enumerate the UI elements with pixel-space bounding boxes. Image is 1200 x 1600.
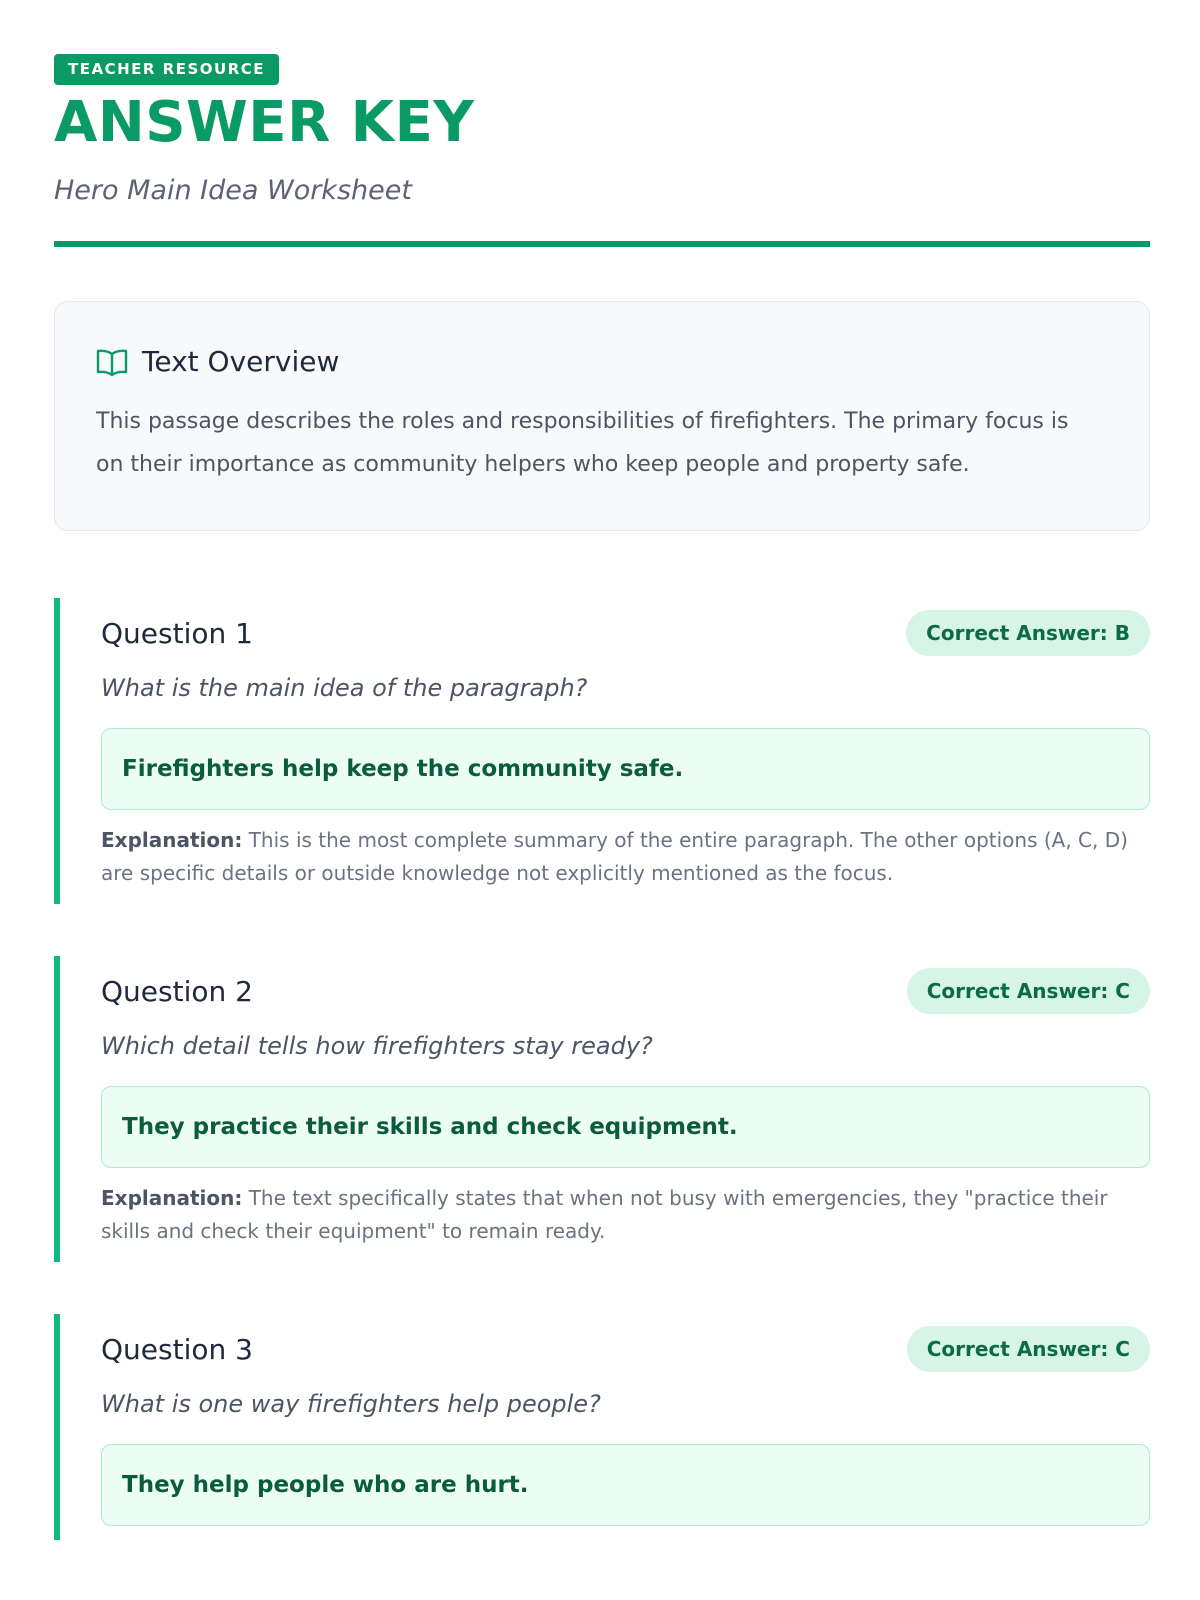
question-title: Question 3 — [101, 1332, 253, 1366]
explanation — [101, 824, 1150, 890]
answer-box: They practice their skills and check equipment. — [101, 1086, 1150, 1168]
page-subtitle: Hero Main Idea Worksheet — [54, 175, 412, 206]
question-prompt: What is one way firefighters help people? — [101, 1390, 601, 1418]
correct-answer-badge: Correct Answer: B — [906, 610, 1150, 656]
question-card-1 — [54, 598, 1150, 904]
question-title: Question 2 — [101, 974, 253, 1008]
header — [54, 0, 1146, 247]
explanation-label: Explanation: — [101, 828, 243, 852]
explanation — [101, 1182, 1150, 1248]
text-overview-card — [54, 301, 1150, 531]
question-card-2 — [54, 956, 1150, 1262]
text-overview-header — [96, 342, 1109, 382]
answer-box: Firefighters help keep the community safe. — [101, 728, 1150, 810]
page-title: ANSWER KEY — [54, 90, 475, 155]
explanation-text: This is the most complete summary of the entire paragraph. The other options (A, C, D) are specific details or outside knowledge not explicitly mentioned as the focus. — [101, 828, 1128, 885]
header-divider — [54, 241, 1150, 247]
open-book-icon — [96, 348, 128, 376]
question-header — [101, 598, 1150, 658]
question-title: Question 1 — [101, 616, 253, 650]
question-header — [101, 956, 1150, 1016]
teacher-resource-tag: TEACHER RESOURCE — [54, 54, 279, 85]
question-prompt: Which detail tells how firefighters stay ready? — [101, 1032, 653, 1060]
explanation-label: Explanation: — [101, 1186, 243, 1210]
text-overview-title: Text Overview — [142, 345, 340, 378]
answer-box: They help people who are hurt. — [101, 1444, 1150, 1526]
explanation-text: The text specifically states that when not busy with emergencies, they "practice their skills and check their equipment" to remain ready. — [101, 1186, 1108, 1243]
correct-answer-badge: Correct Answer: C — [907, 1326, 1150, 1372]
question-header — [101, 1314, 1150, 1374]
question-card-3 — [54, 1314, 1150, 1540]
correct-answer-badge: Correct Answer: C — [907, 968, 1150, 1014]
text-overview-body: This passage describes the roles and responsibilities of firefighters. The primary focus is on their importance as community helpers who keep people and property safe. — [96, 409, 1069, 477]
question-prompt: What is the main idea of the paragraph? — [101, 674, 588, 702]
